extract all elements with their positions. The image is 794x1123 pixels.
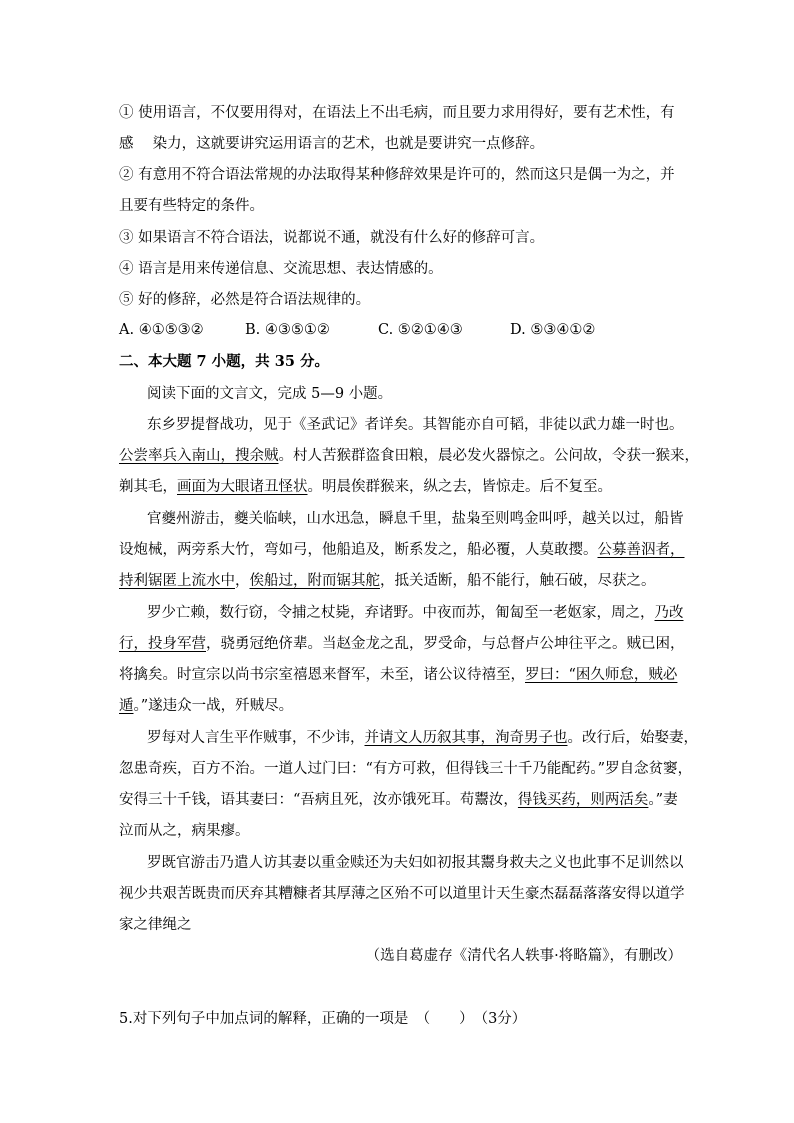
underlined-phrase: 乃改 [654,605,684,621]
underlined-phrase: 并请文人历叙其事，洵奇男子也 [364,730,568,746]
underlined-phrase: 持利锯匿上流水中 [119,573,235,589]
passage-p3-line-4: 遁。”遂违众一战，歼贼尽。 [119,698,294,714]
passage-p4-line-1: 罗每对人言生平作贼事，不少讳，并请文人历叙其事，洵奇男子也。改行后，始娶妻， [147,730,698,746]
passage-p1-line-1: 东乡罗提督战功，见于《圣武记》者详矣。其智能亦自可韬，非徒以武力雄一时也。 [147,417,684,433]
passage-p4-line-4: 泣而从之，病果瘳。 [119,823,250,839]
statement-1-line-2: 感 染力，这就要讲究运用语言的艺术，也就是要讲究一点修辞。 [119,136,545,152]
passage-p2-line-1: 官夔州游击，夔关临峡，山水迅急，瞬息千里，盐枭至则鸣金叫呼，越关以过，船皆 [147,511,684,527]
passage-p5-line-3: 家之律绳之 [119,917,192,933]
section-heading: 二、本大题 7 小题，共 35 分。 [119,353,329,370]
statement-5: ⑤ 好的修辞，必然是符合语法规律的。 [119,292,371,308]
underlined-phrase: 公募善泅者， [597,542,685,558]
option-d: D. ⑤③④①② [510,322,596,338]
passage-p5-line-1: 罗既官游击乃遣人访其妻以重金赎还为夫妇如初报其鬻身救夫之义也此事不足训然以 [147,855,684,871]
underlined-phrase: 行，投身军营 [119,636,206,652]
statement-3: ③ 如果语言不符合语法，说都说不通，就没有什么好的修辞可言。 [119,230,545,246]
passage-p1-line-2: 公尝率兵入南山，搜余贼。村人苦猴群盗食田粮，晨必发火器惊之。公问故，令获一猴来， [119,448,699,464]
statement-2-line-2: 且要有些特定的条件。 [119,198,264,214]
statement-4: ④ 语言是用来传递信息、交流思想、表达情感的。 [119,261,443,277]
passage-p3-line-1: 罗少亡赖，数行窃，令捕之杖毙，弃诸野。中夜而苏，匍匐至一老妪家，周之，乃改 [147,605,684,621]
underlined-phrase: 遁 [119,698,134,714]
passage-p2-line-3: 持利锯匿上流水中，俟船过，附而锯其舵，抵关适断，船不能行，触石破，尽获之。 [119,573,656,589]
statement-1-line-1: ① 使用语言，不仅要用得对，在语法上不出毛病，而且要力求用得好，要有艺术性，有 [119,105,675,121]
question-5: 5.对下列句子中加点词的解释，正确的一项是 （ ） （3分） [119,1011,527,1027]
reading-instruction: 阅读下面的文言文，完成 5—9 小题。 [147,386,393,402]
passage-p1-line-3: 剃其毛，画面为大眼诸丑怪状。明晨俟群猴来，纵之去，皆惊走。后不复至。 [119,479,612,495]
underlined-phrase: 公尝率兵入南山，搜余贼 [119,448,279,464]
underlined-phrase: 罗曰：“困久师怠，贼必 [525,667,678,683]
option-c: C. ⑤②①④③ [378,322,463,338]
passage-p3-line-2: 行，投身军营，骁勇冠绝侪辈。当赵金龙之乱，罗受命，与总督卢公坤往平之。贼已困， [119,636,685,652]
option-b: B. ④③⑤①② [245,322,330,338]
source-citation: （选自葛虚存《清代名人轶事·将略篇》，有删改） [365,948,682,964]
passage-p3-line-3: 将擒矣。时宣宗以尚书宗室禧恩来督军，未至，诸公议待禧至，罗曰：“困久师怠，贼必 [119,667,678,683]
passage-p4-line-2: 忽患奇疾，百方不治。一道人过门曰：“有方可救，但得钱三十千乃能配药。”罗自念贫窭， [119,761,693,777]
underlined-phrase: 俟船过，附而锯其舵 [249,573,380,589]
underlined-phrase: 画面为大眼诸丑怪状 [177,479,308,495]
passage-p4-line-3: 安得三十千钱，语其妻曰：“吾病且死，汝亦饿死耳。苟鬻汝，得钱买药，则两活矣。”妻 [119,792,678,808]
passage-p2-line-2: 设炮械，两旁系大竹，弯如弓，他船追及，断系发之，船必覆，人莫敢撄。公募善泅者， [119,542,685,558]
passage-p5-line-2: 视少共艰苦既贵而厌弃其糟糠者其厚薄之区殆不可以道里计天生豪杰磊磊落落安得以道学 [119,886,685,902]
statement-2-line-1: ② 有意用不符合语法常规的办法取得某种修辞效果是许可的，然而这只是偶一为之，并 [119,167,675,183]
underlined-phrase: 得钱买药，则两活矣 [517,792,649,808]
option-a: A. ④①⑤③② [119,322,204,338]
